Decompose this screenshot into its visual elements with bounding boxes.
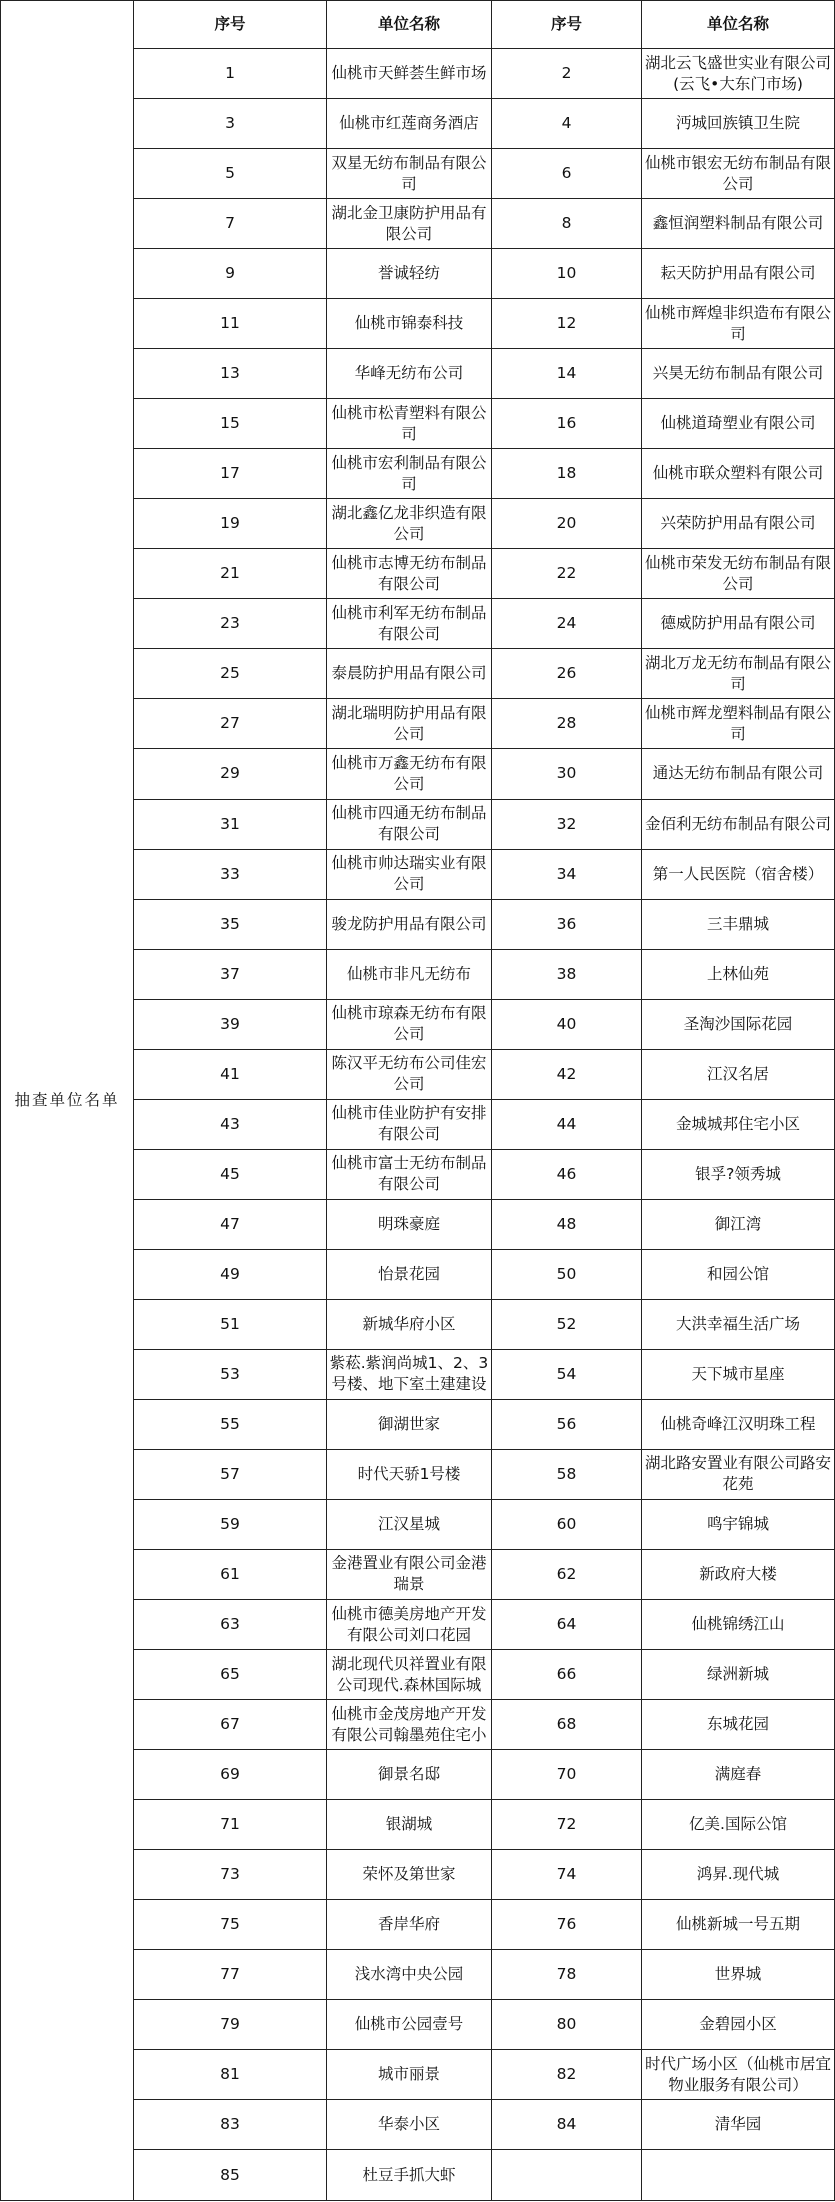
- unit-name-left: 浅水湾中央公园: [327, 1950, 492, 2000]
- row-number-left: 81: [134, 2050, 327, 2100]
- unit-name-right: [642, 2150, 835, 2201]
- unit-name-right: 仙桃市辉龙塑料制品有限公司: [642, 699, 835, 749]
- row-number-left: 5: [134, 149, 327, 199]
- row-number-left: 45: [134, 1149, 327, 1199]
- row-number-right: 2: [492, 49, 642, 99]
- unit-name-right: 东城花园: [642, 1700, 835, 1750]
- unit-name-left: 紫菘.紫润尚城1、2、3号楼、地下室土建建设: [327, 1349, 492, 1399]
- row-number-left: 55: [134, 1399, 327, 1449]
- unit-name-right: 御江湾: [642, 1199, 835, 1249]
- row-number-right: 44: [492, 1099, 642, 1149]
- row-number-left: 37: [134, 949, 327, 999]
- unit-name-left: 新城华府小区: [327, 1299, 492, 1349]
- unit-name-right: 世界城: [642, 1950, 835, 2000]
- row-number-left: 77: [134, 1950, 327, 2000]
- unit-name-right: 上林仙苑: [642, 949, 835, 999]
- row-number-left: 39: [134, 999, 327, 1049]
- row-number-left: 1: [134, 49, 327, 99]
- header-name-left: 单位名称: [327, 1, 492, 49]
- unit-name-left: 怡景花园: [327, 1249, 492, 1299]
- row-number-right: 30: [492, 749, 642, 799]
- row-number-left: 71: [134, 1800, 327, 1850]
- row-number-right: 48: [492, 1199, 642, 1249]
- row-number-right: 18: [492, 449, 642, 499]
- row-number-right: 58: [492, 1449, 642, 1499]
- unit-name-right: 亿美.国际公馆: [642, 1800, 835, 1850]
- row-number-left: 35: [134, 899, 327, 949]
- row-number-right: 62: [492, 1549, 642, 1599]
- row-number-right: 84: [492, 2100, 642, 2150]
- row-number-left: 79: [134, 2000, 327, 2050]
- row-number-right: 38: [492, 949, 642, 999]
- unit-name-right: 仙桃市银宏无纺布制品有限公司: [642, 149, 835, 199]
- row-number-left: 57: [134, 1449, 327, 1499]
- unit-name-left: 仙桃市琼森无纺布有限公司: [327, 999, 492, 1049]
- row-number-right: 60: [492, 1499, 642, 1549]
- row-number-right: 22: [492, 549, 642, 599]
- unit-name-left: 江汉星城: [327, 1499, 492, 1549]
- unit-name-left: 仙桃市锦泰科技: [327, 299, 492, 349]
- row-number-left: 27: [134, 699, 327, 749]
- row-number-left: 75: [134, 1900, 327, 1950]
- row-number-right: 10: [492, 249, 642, 299]
- header-row: [1, 1, 835, 49]
- row-number-right: 42: [492, 1049, 642, 1099]
- unit-name-right: 仙桃市联众塑料有限公司: [642, 449, 835, 499]
- row-number-left: 69: [134, 1750, 327, 1800]
- unit-name-left: 香岸华府: [327, 1900, 492, 1950]
- unit-name-left: 仙桃市宏利制品有限公司: [327, 449, 492, 499]
- unit-name-right: 三丰鼎城: [642, 899, 835, 949]
- unit-name-left: 仙桃市万鑫无纺布有限公司: [327, 749, 492, 799]
- unit-name-left: 仙桃市红莲商务酒店: [327, 99, 492, 149]
- unit-name-right: 仙桃市辉煌非织造布有限公司: [642, 299, 835, 349]
- row-number-right: 76: [492, 1900, 642, 1950]
- unit-name-right: 大洪幸福生活广场: [642, 1299, 835, 1349]
- unit-name-left: 仙桃市松青塑料有限公司: [327, 399, 492, 449]
- row-number-right: 8: [492, 199, 642, 249]
- row-number-left: 53: [134, 1349, 327, 1399]
- row-number-right: 74: [492, 1850, 642, 1900]
- unit-name-left: 仙桃市利军无纺布制品有限公司: [327, 599, 492, 649]
- unit-name-right: 德威防护用品有限公司: [642, 599, 835, 649]
- row-number-left: 67: [134, 1700, 327, 1750]
- row-number-right: 78: [492, 1950, 642, 2000]
- unit-name-right: 兴昊无纺布制品有限公司: [642, 349, 835, 399]
- row-number-right: 14: [492, 349, 642, 399]
- header-no-right: 序号: [492, 1, 642, 49]
- unit-name-left: 仙桃市佳业防护有安排有限公司: [327, 1099, 492, 1149]
- row-number-left: 19: [134, 499, 327, 549]
- row-number-right: 12: [492, 299, 642, 349]
- unit-name-right: 通达无纺布制品有限公司: [642, 749, 835, 799]
- unit-name-left: 湖北现代贝祥置业有限公司现代.森林国际城: [327, 1650, 492, 1700]
- unit-name-left: 泰晨防护用品有限公司: [327, 649, 492, 699]
- unit-name-right: 新政府大楼: [642, 1549, 835, 1599]
- row-number-left: 9: [134, 249, 327, 299]
- unit-name-right: 仙桃道琦塑业有限公司: [642, 399, 835, 449]
- unit-name-right: 仙桃锦绣江山: [642, 1600, 835, 1650]
- row-number-left: 65: [134, 1650, 327, 1700]
- header-name-right: 单位名称: [642, 1, 835, 49]
- unit-name-right: 鑫恒润塑料制品有限公司: [642, 199, 835, 249]
- unit-name-right: 圣淘沙国际花园: [642, 999, 835, 1049]
- unit-name-left: 仙桃市帅达瑞实业有限公司: [327, 849, 492, 899]
- row-number-right: 20: [492, 499, 642, 549]
- unit-name-left: 城市丽景: [327, 2050, 492, 2100]
- row-number-right: 56: [492, 1399, 642, 1449]
- unit-name-right: 时代广场小区（仙桃市居宜物业服务有限公司）: [642, 2050, 835, 2100]
- row-number-right: 16: [492, 399, 642, 449]
- row-number-right: 54: [492, 1349, 642, 1399]
- unit-name-left: 荣怀及第世家: [327, 1850, 492, 1900]
- row-number-left: 47: [134, 1199, 327, 1249]
- row-number-left: 21: [134, 549, 327, 599]
- unit-name-right: 金佰利无纺布制品有限公司: [642, 799, 835, 849]
- unit-name-left: 双星无纺布制品有限公司: [327, 149, 492, 199]
- row-number-right: 46: [492, 1149, 642, 1199]
- unit-name-left: 骏龙防护用品有限公司: [327, 899, 492, 949]
- unit-name-right: 鸣宇锦城: [642, 1499, 835, 1549]
- unit-name-right: 鸿昇.现代城: [642, 1850, 835, 1900]
- unit-name-left: 仙桃市德美房地产开发有限公司刘口花园: [327, 1600, 492, 1650]
- unit-name-right: 耘天防护用品有限公司: [642, 249, 835, 299]
- row-number-left: 29: [134, 749, 327, 799]
- unit-name-left: 陈汉平无纺布公司佳宏公司: [327, 1049, 492, 1099]
- unit-name-right: 仙桃市荣发无纺布制品有限公司: [642, 549, 835, 599]
- unit-name-left: 湖北金卫康防护用品有限公司: [327, 199, 492, 249]
- side-label-cell: [1, 1, 134, 2201]
- unit-name-left: 誉诚轻纺: [327, 249, 492, 299]
- row-number-left: 23: [134, 599, 327, 649]
- row-number-right: 6: [492, 149, 642, 199]
- unit-name-left: 银湖城: [327, 1800, 492, 1850]
- row-number-right: 50: [492, 1249, 642, 1299]
- row-number-right: 72: [492, 1800, 642, 1850]
- unit-name-left: 时代天骄1号楼: [327, 1449, 492, 1499]
- row-number-left: 33: [134, 849, 327, 899]
- row-number-right: 32: [492, 799, 642, 849]
- row-number-left: 61: [134, 1549, 327, 1599]
- unit-name-right: 天下城市星座: [642, 1349, 835, 1399]
- unit-name-right: 湖北路安置业有限公司路安花苑: [642, 1449, 835, 1499]
- unit-name-right: 湖北云飞盛世实业有限公司(云飞•大东门市场): [642, 49, 835, 99]
- unit-name-right: 兴荣防护用品有限公司: [642, 499, 835, 549]
- row-number-right: 34: [492, 849, 642, 899]
- unit-name-left: 仙桃市四通无纺布制品有限公司: [327, 799, 492, 849]
- row-number-right: 70: [492, 1750, 642, 1800]
- row-number-left: 49: [134, 1249, 327, 1299]
- row-number-right: 24: [492, 599, 642, 649]
- unit-name-left: 金港置业有限公司金港瑞景: [327, 1549, 492, 1599]
- unit-name-left: 御湖世家: [327, 1399, 492, 1449]
- row-number-right: 66: [492, 1650, 642, 1700]
- row-number-left: 17: [134, 449, 327, 499]
- unit-name-left: 御景名邸: [327, 1750, 492, 1800]
- row-number-right: 40: [492, 999, 642, 1049]
- unit-name-left: 湖北瑞明防护用品有限公司: [327, 699, 492, 749]
- row-number-right: 52: [492, 1299, 642, 1349]
- row-number-right: 4: [492, 99, 642, 149]
- unit-name-right: 满庭春: [642, 1750, 835, 1800]
- row-number-right: 80: [492, 2000, 642, 2050]
- unit-name-right: 江汉名居: [642, 1049, 835, 1099]
- unit-name-right: 金碧园小区: [642, 2000, 835, 2050]
- unit-name-right: 沔城回族镇卫生院: [642, 99, 835, 149]
- unit-name-left: 湖北鑫亿龙非织造有限公司: [327, 499, 492, 549]
- row-number-left: 51: [134, 1299, 327, 1349]
- unit-name-left: 仙桃市富士无纺布制品有限公司: [327, 1149, 492, 1199]
- unit-name-left: 杜豆手抓大虾: [327, 2150, 492, 2201]
- row-number-right: [492, 2150, 642, 2201]
- side-label: 抽查单位名单: [14, 1091, 120, 1109]
- unit-name-left: 仙桃市非凡无纺布: [327, 949, 492, 999]
- unit-name-left: 仙桃市公园壹号: [327, 2000, 492, 2050]
- row-number-right: 64: [492, 1600, 642, 1650]
- unit-name-right: 湖北万龙无纺布制品有限公司: [642, 649, 835, 699]
- unit-name-right: 仙桃奇峰江汉明珠工程: [642, 1399, 835, 1449]
- row-number-left: 15: [134, 399, 327, 449]
- row-number-left: 13: [134, 349, 327, 399]
- unit-name-left: 仙桃市天鲜荟生鲜市场: [327, 49, 492, 99]
- row-number-left: 3: [134, 99, 327, 149]
- unit-name-right: 仙桃新城一号五期: [642, 1900, 835, 1950]
- row-number-left: 83: [134, 2100, 327, 2150]
- unit-name-right: 绿洲新城: [642, 1650, 835, 1700]
- row-number-right: 26: [492, 649, 642, 699]
- row-number-right: 36: [492, 899, 642, 949]
- unit-name-left: 华泰小区: [327, 2100, 492, 2150]
- row-number-right: 28: [492, 699, 642, 749]
- row-number-left: 73: [134, 1850, 327, 1900]
- row-number-left: 41: [134, 1049, 327, 1099]
- row-number-left: 11: [134, 299, 327, 349]
- unit-name-left: 明珠豪庭: [327, 1199, 492, 1249]
- row-number-left: 63: [134, 1600, 327, 1650]
- row-number-right: 82: [492, 2050, 642, 2100]
- unit-name-left: 仙桃市志博无纺布制品有限公司: [327, 549, 492, 599]
- header-no-left: 序号: [134, 1, 327, 49]
- row-number-left: 85: [134, 2150, 327, 2201]
- row-number-right: 68: [492, 1700, 642, 1750]
- row-number-left: 31: [134, 799, 327, 849]
- unit-name-right: 清华园: [642, 2100, 835, 2150]
- row-number-left: 25: [134, 649, 327, 699]
- unit-name-right: 和园公馆: [642, 1249, 835, 1299]
- unit-name-right: 银孚?领秀城: [642, 1149, 835, 1199]
- row-number-left: 43: [134, 1099, 327, 1149]
- row-number-left: 59: [134, 1499, 327, 1549]
- unit-name-left: 仙桃市金茂房地产开发有限公司翰墨苑住宅小: [327, 1700, 492, 1750]
- row-number-left: 7: [134, 199, 327, 249]
- unit-name-right: 金城城邦住宅小区: [642, 1099, 835, 1149]
- unit-name-left: 华峰无纺布公司: [327, 349, 492, 399]
- unit-name-right: 第一人民医院（宿舍楼）: [642, 849, 835, 899]
